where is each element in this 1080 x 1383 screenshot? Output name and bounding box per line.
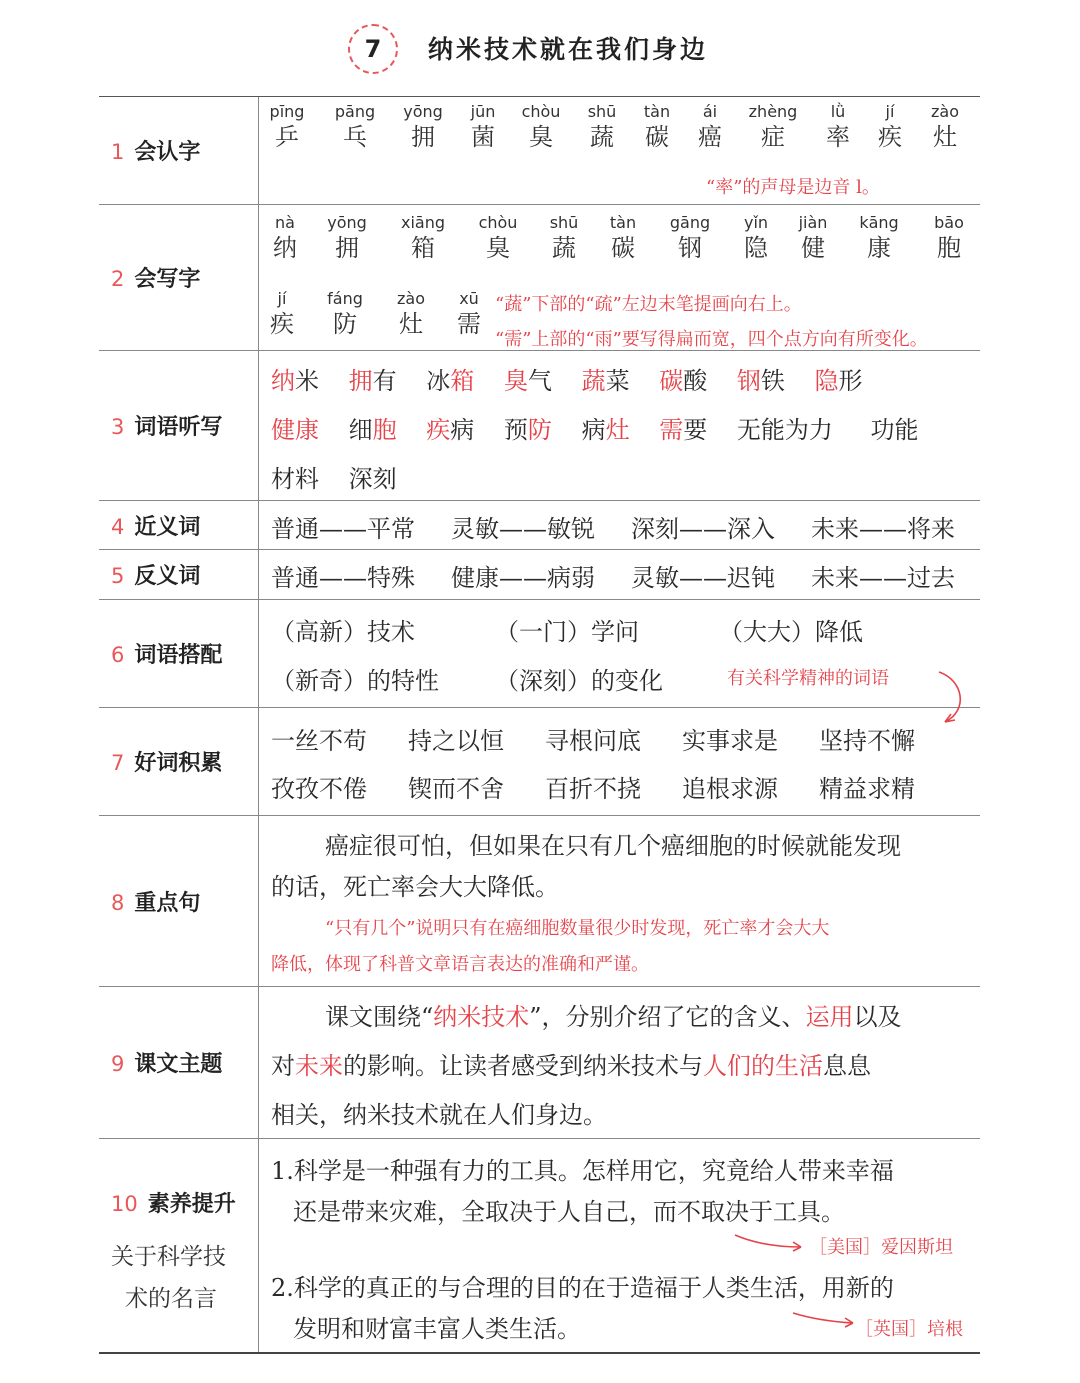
hanzi: 率 <box>826 123 850 151</box>
word-pair-line <box>271 558 955 593</box>
pinyin-char <box>595 213 651 263</box>
word-char: 深刻 <box>348 465 397 493</box>
row-content <box>271 816 972 986</box>
pinyin: pāng <box>334 102 376 121</box>
pinyin: tàn <box>609 213 637 232</box>
collocation: （高新）技术 <box>271 618 415 646</box>
idiom: 锲而不舍 <box>408 775 504 803</box>
annotation-note: “率”的声母是边音 l。 <box>706 177 880 198</box>
hanzi: 康 <box>867 234 891 262</box>
row-number: 3 <box>111 415 125 439</box>
pinyin-char <box>921 213 977 263</box>
hanzi: 灶 <box>933 123 957 151</box>
pinyin-char <box>257 213 313 263</box>
row-title: 词语听写 <box>134 415 223 440</box>
collocation: （大大）降低 <box>719 618 863 646</box>
pinyin-char <box>917 102 973 152</box>
collocation-line <box>271 612 863 647</box>
theme-highlight: 未来 <box>295 1052 343 1080</box>
idiom: 持之以恒 <box>408 727 504 755</box>
word-char: 酸 <box>683 367 708 395</box>
pinyin: xū <box>459 289 479 308</box>
row-label <box>99 987 259 1138</box>
pinyin: bāo <box>934 213 964 232</box>
word-char: 要 <box>683 416 708 444</box>
row-number: 1 <box>111 140 125 164</box>
row-number: 6 <box>111 643 125 667</box>
idiom: 孜孜不倦 <box>271 775 367 803</box>
pinyin: zào <box>931 102 959 121</box>
word-char: 蔬 <box>581 367 606 395</box>
quote-line: 1.科学是一种强有力的工具。怎样用它，究竟给人带来幸福 <box>271 1157 894 1185</box>
row-content <box>271 351 972 500</box>
pinyin: jí <box>277 289 287 308</box>
quote-source: ［英国］培根 <box>855 1319 963 1340</box>
word-char: 钢 <box>736 367 761 395</box>
row-content <box>271 600 972 707</box>
pinyin: yǐn <box>743 213 769 232</box>
page-title: 纳米技术就在我们身边 <box>428 35 709 64</box>
pinyin: chòu <box>478 213 518 232</box>
synonym-pair: 未来——将来 <box>811 515 955 543</box>
pinyin-char <box>862 102 918 152</box>
row-key-sentence <box>99 816 980 987</box>
word-char: 箱 <box>450 367 475 395</box>
row-dictation <box>99 351 980 501</box>
row-content <box>271 205 972 350</box>
hanzi: 需 <box>457 310 481 338</box>
hanzi: 碳 <box>645 123 669 151</box>
theme-highlight: 运用 <box>805 1003 854 1031</box>
theme-highlight: 纳米技术 <box>433 1003 530 1031</box>
word-char: 健康 <box>271 416 319 444</box>
hanzi: 菌 <box>471 123 495 151</box>
pinyin-char <box>536 213 592 263</box>
pinyin: ái <box>702 102 718 121</box>
row-label <box>99 708 259 815</box>
row-title: 近义词 <box>134 514 201 540</box>
word-char: 细 <box>348 416 373 444</box>
pinyin: lǜ <box>830 102 846 121</box>
word-char: 功能 <box>870 416 919 444</box>
row-number: 4 <box>111 514 125 539</box>
pinyin-char <box>682 102 738 152</box>
word-char: 纳 <box>271 367 295 395</box>
quote-line: 发明和财富丰富人类生活。 <box>293 1315 581 1343</box>
pinyin-char <box>395 213 451 263</box>
theme-line: 相关，纳米技术就在人们身边。 <box>271 1101 607 1129</box>
pinyin-char <box>629 102 685 152</box>
hanzi: 蔬 <box>590 123 614 151</box>
word-char: 冰 <box>426 367 451 395</box>
pinyin-char <box>455 102 511 152</box>
row-number: 2 <box>111 267 125 291</box>
word-char: 无能为力 <box>736 416 833 444</box>
idiom-line <box>271 769 915 804</box>
word-char: 胞 <box>372 416 397 444</box>
pinyin-char <box>470 213 526 263</box>
antonym-pair: 未来——过去 <box>811 564 955 592</box>
row-content <box>271 97 972 204</box>
pinyin-char <box>317 289 373 339</box>
pinyin-char <box>441 289 497 339</box>
lesson-number: 7 <box>348 24 398 74</box>
row-number: 8 <box>111 890 125 915</box>
hanzi: 乒 <box>275 123 299 151</box>
pinyin-char <box>851 213 907 263</box>
pinyin-char <box>745 102 801 152</box>
word-char: 病 <box>581 416 606 444</box>
pinyin-char <box>513 102 569 152</box>
pinyin: zhèng <box>748 102 798 121</box>
row-subtitle <box>111 1236 226 1320</box>
collocation: （深刻）的变化 <box>495 667 663 695</box>
pinyin-char <box>785 213 841 263</box>
synonym-pair: 灵敏——敏锐 <box>451 515 595 543</box>
pinyin: shū <box>587 102 617 121</box>
word-char: 病 <box>450 416 475 444</box>
row-write-chars <box>99 205 980 351</box>
word-line <box>271 410 918 445</box>
hanzi: 隐 <box>744 234 768 262</box>
pinyin-char <box>259 102 315 152</box>
hanzi: 臭 <box>486 234 510 262</box>
row-title: 反义词 <box>134 564 201 589</box>
row-label <box>99 205 259 350</box>
theme-text: 以及 <box>853 1003 902 1031</box>
row-label <box>99 351 259 500</box>
word-char: 疾 <box>426 416 451 444</box>
idiom: 追根求源 <box>682 775 778 803</box>
pinyin: zào <box>397 289 425 308</box>
hanzi: 臭 <box>529 123 553 151</box>
theme-highlight: 人们的生活 <box>703 1052 823 1080</box>
word-char: 需 <box>659 416 684 444</box>
idiom: 一丝不苟 <box>271 727 367 755</box>
idiom: 坚持不懈 <box>819 727 915 755</box>
hanzi: 疾 <box>270 310 294 338</box>
row-collocations <box>99 600 980 708</box>
key-sentence: 癌症很可怕，但如果在只有几个癌细胞的时候就能发现 <box>325 832 901 860</box>
annotation-note: “需”上部的“雨”要写得扁而宽，四个点方向有所变化。 <box>495 329 928 350</box>
row-title: 会认字 <box>134 140 201 165</box>
quote-line: 还是带来灾难，全取决于人自己，而不取决于工具。 <box>293 1198 845 1226</box>
row-label <box>99 1139 259 1352</box>
collocation: （新奇）的特性 <box>271 667 439 695</box>
row-label <box>99 97 259 204</box>
pinyin-char <box>319 213 375 263</box>
row-title: 素养提升 <box>147 1192 236 1217</box>
hanzi: 症 <box>761 123 785 151</box>
word-char: 臭 <box>503 367 528 395</box>
pinyin-char <box>728 213 784 263</box>
idiom: 百折不挠 <box>545 775 641 803</box>
word-char: 拥 <box>348 367 373 395</box>
word-line <box>271 459 397 494</box>
key-sentence: 的话，死亡率会大大降低。 <box>271 873 559 901</box>
pinyin: xiāng <box>400 213 445 232</box>
annotation-note: “只有几个”说明只有在癌细胞数量很少时发现，死亡率才会大大 <box>325 918 830 939</box>
theme-line <box>325 997 902 1032</box>
word-char: 碳 <box>659 367 684 395</box>
arrow-icon <box>733 1229 813 1259</box>
pinyin-char <box>810 102 866 152</box>
pinyin: nà <box>275 213 295 232</box>
pinyin: kāng <box>859 213 899 232</box>
synonym-pair: 深刻——深入 <box>631 515 775 543</box>
word-char: 材料 <box>271 465 319 493</box>
annotation-note: 降低，体现了科普文章语言表达的准确和严谨。 <box>271 954 649 975</box>
row-subtitle-line: 关于科学技 <box>111 1244 226 1270</box>
word-char: 铁 <box>760 367 785 395</box>
row-antonyms <box>99 550 980 600</box>
hanzi: 灶 <box>399 310 423 338</box>
annotation-note: “蔬”下部的“疏”左边末笔提画向右上。 <box>495 294 802 315</box>
word-char: 气 <box>527 367 552 395</box>
row-recognize-chars <box>99 97 980 205</box>
word-char: 预 <box>503 416 528 444</box>
word-line <box>271 361 862 396</box>
row-good-words <box>99 708 980 816</box>
synonym-pair: 普通——平常 <box>271 515 415 543</box>
row-number: 10 <box>111 1192 138 1216</box>
theme-text: 的影响。让读者感受到纳米技术与 <box>343 1052 703 1080</box>
pinyin-char <box>395 102 451 152</box>
pinyin: pīng <box>269 102 305 121</box>
row-content <box>271 1139 972 1352</box>
row-label <box>99 501 259 549</box>
row-title: 词语搭配 <box>134 643 223 668</box>
pinyin: fáng <box>327 289 363 308</box>
row-title: 会写字 <box>134 267 201 292</box>
quote-source: ［美国］爱因斯坦 <box>809 1237 953 1258</box>
page-header <box>0 22 1080 82</box>
pinyin: yōng <box>403 102 443 121</box>
pinyin-char <box>327 102 383 152</box>
theme-text: 对 <box>271 1052 295 1080</box>
antonym-pair: 健康——病弱 <box>451 564 595 592</box>
row-theme <box>99 987 980 1139</box>
antonym-pair: 普通——特殊 <box>271 564 415 592</box>
antonym-pair: 灵敏——迟钝 <box>631 564 775 592</box>
pinyin-char <box>383 289 439 339</box>
row-content <box>271 550 972 599</box>
row-title: 课文主题 <box>134 1052 223 1077</box>
hanzi: 防 <box>333 310 357 338</box>
idiom: 精益求精 <box>819 775 915 803</box>
theme-text: 息息 <box>823 1052 871 1080</box>
hanzi: 碳 <box>611 234 635 262</box>
hanzi: 健 <box>801 234 825 262</box>
collocation-line <box>271 661 663 696</box>
hanzi: 蔬 <box>552 234 576 262</box>
theme-text: ”，分别介绍了它的含义、 <box>529 1003 806 1031</box>
row-subtitle-line: 术的名言 <box>125 1286 217 1312</box>
row-content <box>271 501 972 549</box>
row-number: 7 <box>111 751 125 775</box>
collocation: （一门）学问 <box>495 618 639 646</box>
theme-line <box>271 1046 871 1081</box>
pinyin-char <box>574 102 630 152</box>
row-title: 重点句 <box>134 890 201 916</box>
word-char: 防 <box>527 416 552 444</box>
word-char: 形 <box>838 367 863 395</box>
vocab-table <box>99 96 980 1354</box>
word-pair-line <box>271 509 955 544</box>
idiom: 寻根问底 <box>545 727 641 755</box>
hanzi: 拥 <box>335 234 359 262</box>
hanzi: 疾 <box>878 123 902 151</box>
pinyin-char <box>254 289 310 339</box>
pinyin: jí <box>885 102 895 121</box>
pinyin: jiàn <box>798 213 828 232</box>
quote-line: 2.科学的真正的与合理的目的在于造福于人类生活，用新的 <box>271 1274 894 1302</box>
row-number: 9 <box>111 1052 125 1076</box>
row-label <box>99 816 259 986</box>
row-content <box>271 987 972 1138</box>
pinyin: yōng <box>327 213 367 232</box>
word-char: 菜 <box>605 367 630 395</box>
pinyin: tàn <box>643 102 671 121</box>
row-content <box>271 708 972 815</box>
hanzi: 乓 <box>343 123 367 151</box>
hanzi: 钢 <box>678 234 702 262</box>
hanzi: 癌 <box>698 123 722 151</box>
word-char: 隐 <box>814 367 839 395</box>
arrow-icon <box>791 1307 861 1337</box>
row-number: 5 <box>111 564 125 588</box>
row-label <box>99 550 259 599</box>
pinyin: jūn <box>470 102 496 121</box>
word-char: 米 <box>295 367 319 395</box>
row-literacy <box>99 1139 980 1354</box>
pinyin: chòu <box>521 102 561 121</box>
row-label <box>99 600 259 707</box>
pinyin-char <box>662 213 718 263</box>
theme-text: 课文围绕“ <box>325 1003 434 1031</box>
hanzi: 拥 <box>411 123 435 151</box>
pinyin: gāng <box>669 213 711 232</box>
row-title: 好词积累 <box>134 751 223 776</box>
hanzi: 纳 <box>273 234 297 262</box>
idiom-line <box>271 721 915 756</box>
pinyin: shū <box>549 213 579 232</box>
hanzi: 箱 <box>411 234 435 262</box>
idiom: 实事求是 <box>682 727 778 755</box>
row-synonyms <box>99 501 980 550</box>
hanzi: 胞 <box>937 234 961 262</box>
annotation-note: 有关科学精神的词语 <box>727 668 889 689</box>
word-char: 灶 <box>605 416 630 444</box>
word-char: 有 <box>372 367 397 395</box>
